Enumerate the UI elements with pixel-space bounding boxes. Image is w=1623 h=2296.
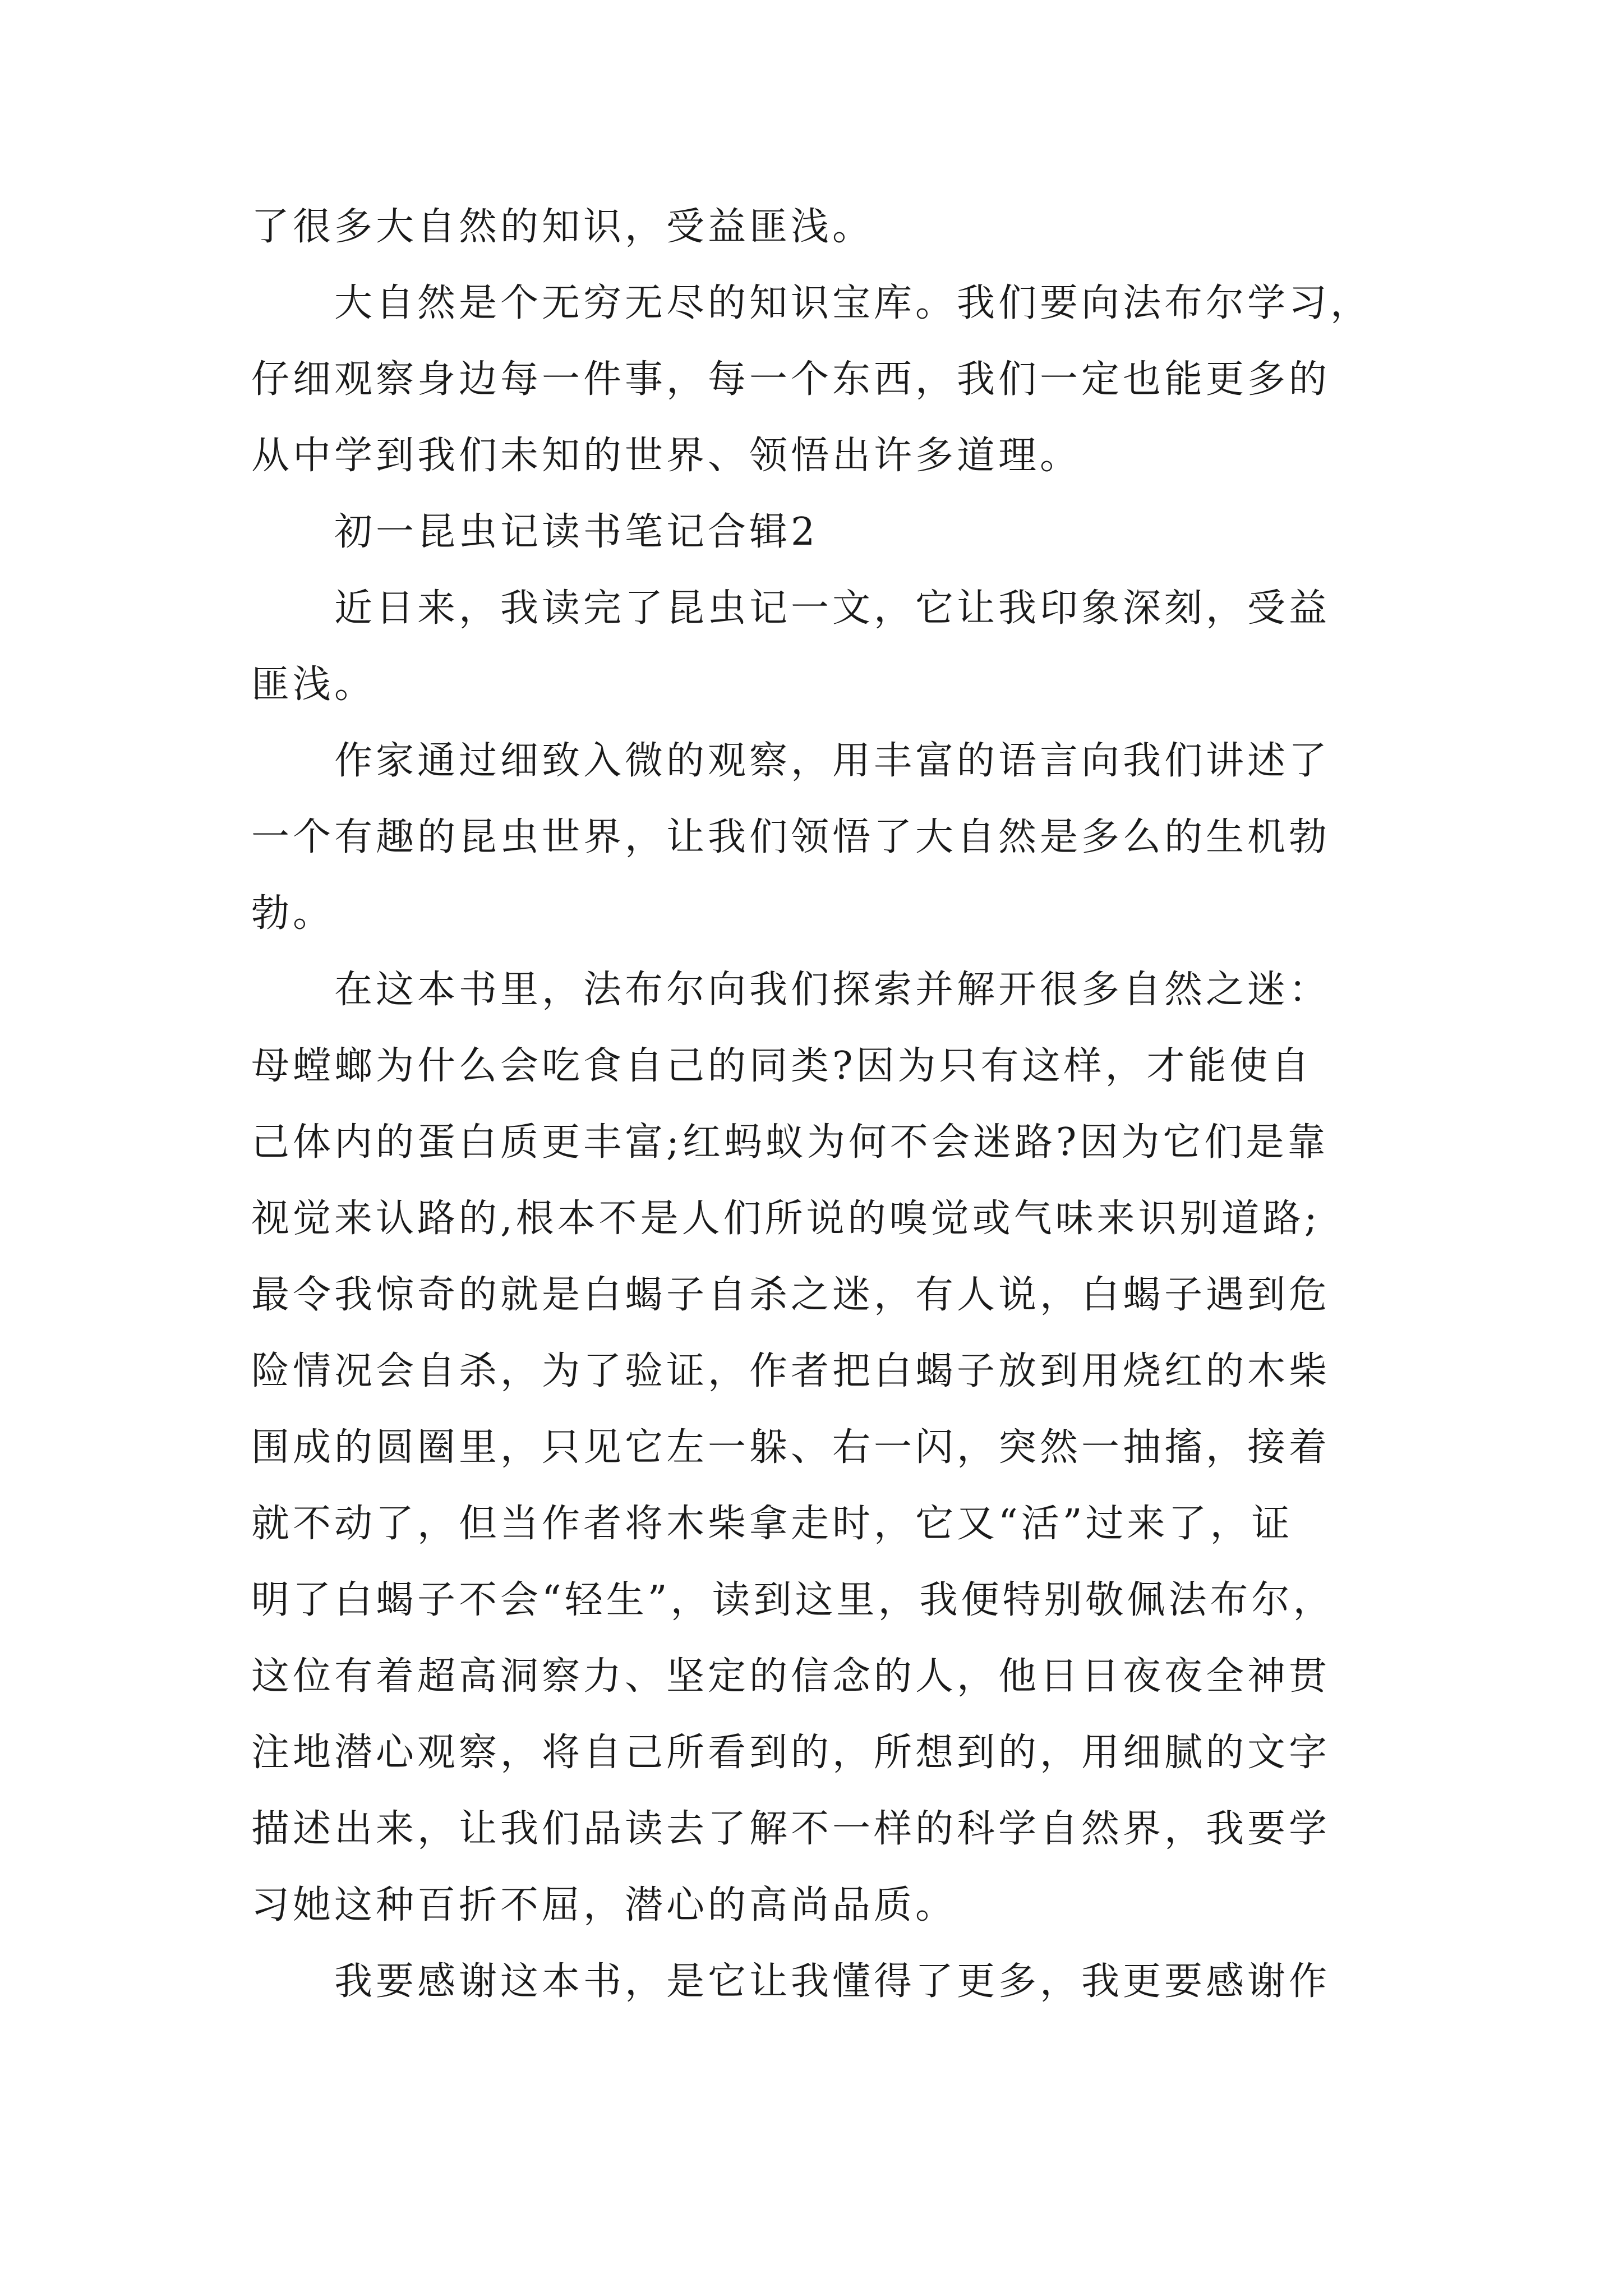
text-line: 最令我惊奇的就是白蝎子自杀之迷，有人说，白蝎子遇到危 [251,1273,1331,1317]
text-line: 大自然是个无穷无尽的知识宝库。我们要向法布尔学习， [334,281,1372,325]
text-line: 在这本书里，法布尔向我们探索并解开很多自然之迷： [334,968,1331,1012]
text-line: 作家通过细致入微的观察，用丰富的语言向我们讲述了 [334,739,1331,783]
text-line: 从中学到我们未知的世界、领悟出许多道理。 [251,434,1082,478]
text-line: 仔细观察身边每一件事，每一个东西，我们一定也能更多的 [251,357,1331,402]
text-line: 勃。 [251,891,335,936]
text-line: 一个有趣的昆虫世界，让我们领悟了大自然是多么的生机勃 [251,815,1331,859]
text-line: 描述出来，让我们品读去了解不一样的科学自然界，我要学 [251,1807,1331,1851]
text-line: 这位有着超高洞察力、坚定的信念的人，他日日夜夜全神贯 [251,1654,1331,1699]
text-line: 视觉来认路的,根本不是人们所说的嗅觉或气味来识别道路; [251,1197,1321,1241]
text-line: 近日来，我读完了昆虫记一文，它让我印象深刻，受益 [334,586,1331,631]
text-line: 匪浅。 [251,662,376,707]
text-line: 注地潜心观察，将自己所看到的，所想到的，用细腻的文字 [251,1731,1331,1775]
text-line: 母螳螂为什么会吃食自己的同类?因为只有这样，才能使自 [251,1044,1313,1088]
text-line: 习她这种百折不屈，潜心的高尚品质。 [251,1883,957,1927]
text-line: 明了白蝎子不会“轻生”，读到这里，我便特别敬佩法布尔， [251,1578,1335,1622]
text-line: 我要感谢这本书，是它让我懂得了更多，我更要感谢作 [334,1959,1331,2004]
text-line: 己体内的蛋白质更丰富;红蚂蚁为何不会迷路?因为它们是靠 [251,1120,1329,1165]
text-line: 险情况会自杀，为了验证，作者把白蝎子放到用烧红的木柴 [251,1349,1331,1393]
text-line: 围成的圆圈里，只见它左一躲、右一闪，突然一抽搐，接着 [251,1425,1331,1470]
text-line: 了很多大自然的知识，受益匪浅。 [251,205,874,249]
text-line: 就不动了，但当作者将木柴拿走时，它又“活”过来了，证 [251,1502,1293,1546]
section-heading: 初一昆虫记读书笔记合辑2 [334,510,819,554]
